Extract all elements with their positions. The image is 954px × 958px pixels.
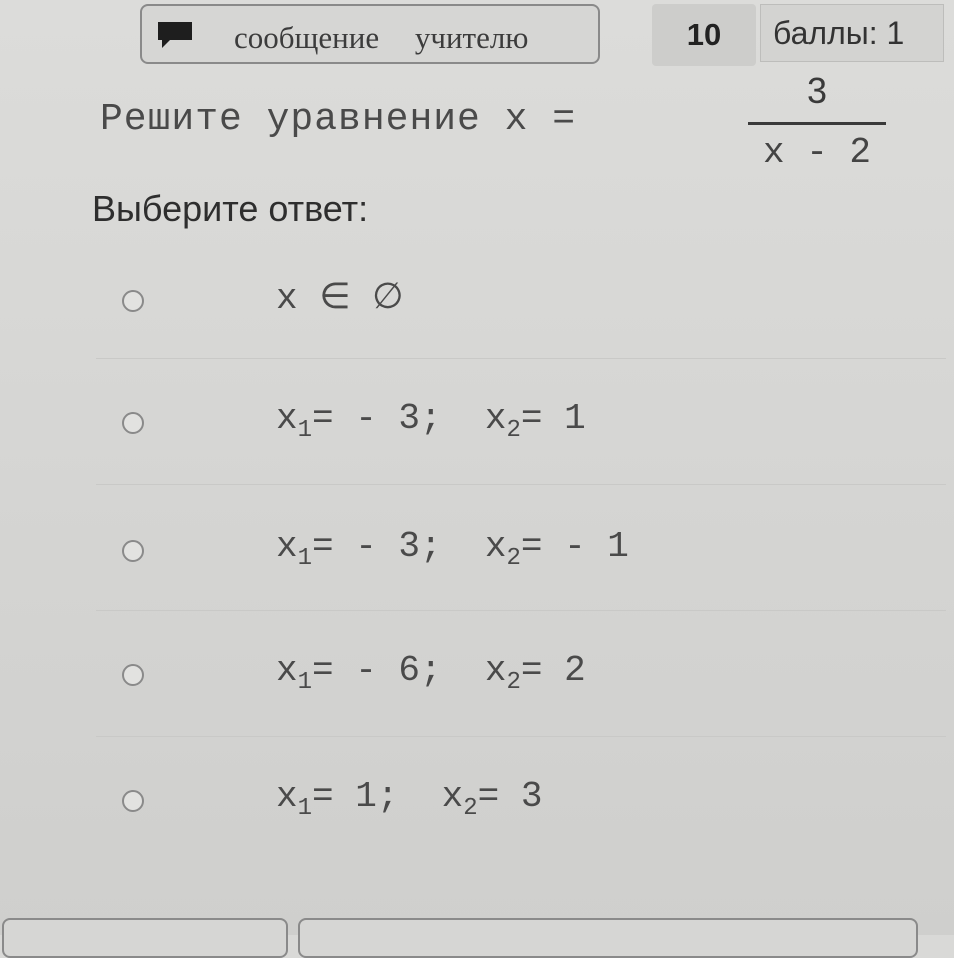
answer-text-part: x <box>276 650 298 691</box>
option-divider <box>96 484 946 485</box>
question-fraction <box>748 66 886 176</box>
points-label: баллы: 1 <box>760 4 944 62</box>
message-teacher-button[interactable] <box>140 4 600 64</box>
subscript: 2 <box>506 669 521 696</box>
answer-text-part: = - 1 <box>520 526 629 567</box>
option-divider <box>96 610 946 611</box>
answer-option-5[interactable] <box>90 776 910 890</box>
bottom-button-right[interactable] <box>298 918 918 958</box>
answer-option-2[interactable] <box>90 398 910 512</box>
answer-option-1[interactable] <box>90 278 910 390</box>
answer-text-part: = 3 <box>477 776 543 817</box>
answer-text <box>276 276 404 319</box>
answer-text-part: = 1 <box>520 398 586 439</box>
subscript: 1 <box>297 795 313 822</box>
answer-text-part: x <box>276 526 298 567</box>
radio-button[interactable] <box>122 412 144 434</box>
answer-text-part: = - 6; x <box>312 650 507 691</box>
subscript: 1 <box>297 669 313 696</box>
speech-bubble-icon <box>156 20 194 50</box>
subscript: 1 <box>297 417 313 444</box>
answer-text-part: = - 3; x <box>312 398 507 439</box>
fraction-denominator: x - 2 <box>762 132 872 173</box>
answer-text-part: x <box>276 398 298 439</box>
question-text: Решите уравнение x = <box>100 98 577 141</box>
answer-text-part: = 2 <box>520 650 586 691</box>
radio-button[interactable] <box>122 290 144 312</box>
radio-button[interactable] <box>122 664 144 686</box>
option-divider <box>96 358 946 359</box>
answer-text <box>276 526 629 572</box>
subscript: 2 <box>506 417 521 444</box>
answer-text-part: = 1; x <box>312 776 464 817</box>
subscript: 1 <box>297 545 313 572</box>
answer-text <box>276 398 586 444</box>
radio-button[interactable] <box>122 540 144 562</box>
answer-text <box>276 650 586 696</box>
bottom-button-left[interactable] <box>2 918 288 958</box>
radio-button[interactable] <box>122 790 144 812</box>
answer-option-4[interactable] <box>90 650 910 764</box>
option-divider <box>96 736 946 737</box>
answer-prompt: Выберите ответ: <box>92 188 369 229</box>
answer-option-3[interactable] <box>90 526 910 640</box>
answer-text-part: = - 3; x <box>312 526 507 567</box>
fraction-bar <box>748 122 886 125</box>
message-teacher-label: сообщение учителю <box>234 20 529 55</box>
answer-text-part: x <box>276 776 298 817</box>
answer-text <box>276 776 542 822</box>
subscript: 2 <box>506 545 521 572</box>
fraction-numerator: 3 <box>806 70 828 111</box>
subscript: 2 <box>463 795 478 822</box>
question-number: 10 <box>652 4 756 66</box>
answer-text-part: x ∈ ∅ <box>276 278 404 319</box>
